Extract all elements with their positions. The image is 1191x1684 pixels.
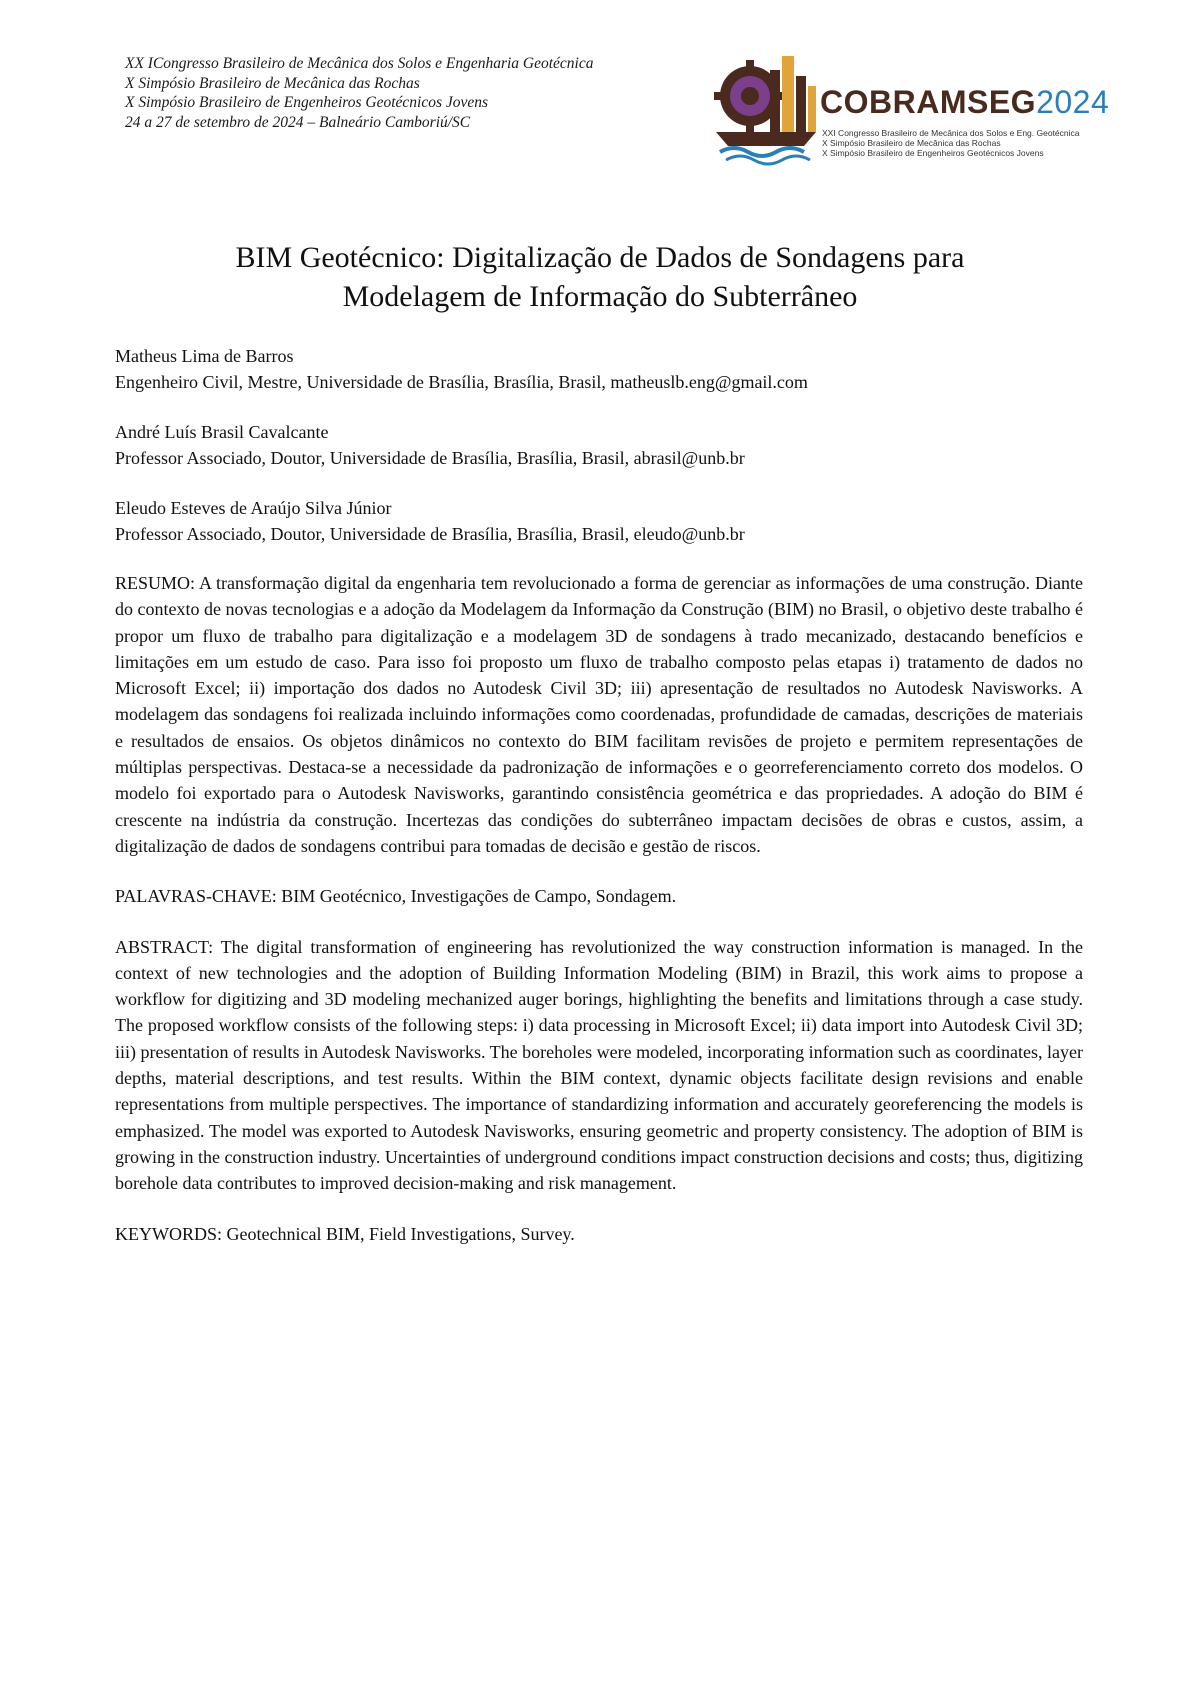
logo-sub-line: X Simpósio Brasileiro de Engenheiros Geotécnicos Jovens [822, 148, 1044, 158]
conference-header [125, 54, 725, 132]
author-affiliation: Engenheiro Civil, Mestre, Universidade de Brasília, Brasília, Brasil, matheuslb.eng@gmail.com [115, 372, 808, 392]
author-affiliation: Professor Associado, Doutor, Universidade de Brasília, Brasília, Brasil, abrasil@unb.br [115, 448, 745, 468]
author-block [115, 495, 1115, 547]
header-line: X Simpósio Brasileiro de Engenheiros Geotécnicos Jovens [125, 94, 489, 111]
palavras-chave-paragraph: PALAVRAS-CHAVE: BIM Geotécnico, Investigações de Campo, Sondagem. [115, 886, 677, 907]
keywords-paragraph: KEYWORDS: Geotechnical BIM, Field Investigations, Survey. [115, 1223, 575, 1244]
author-block [115, 343, 1115, 395]
paper-title [100, 238, 1100, 316]
logo-wordmark [820, 84, 1109, 121]
logo-sub-line: XXI Congresso Brasileiro de Mecânica dos Solos e Eng. Geotécnica [822, 128, 1080, 138]
title-line: BIM Geotécnico: Digitalização de Dados de Sondagens para [235, 241, 965, 274]
author-list [115, 343, 1115, 571]
logo-graphic-icon [712, 48, 822, 166]
logo-name: COBRAMSEG [820, 84, 1037, 120]
resumo-paragraph: RESUMO: A transformação digital da engenharia tem revolucionado a forma de gerenciar as informações de uma construção. Diante do contexto de novas tecnologias e a adoção da Modelagem da Informação da Construção (BIM) no Brasil, o objetivo deste trabalho é propor um fluxo de trabalho para digitalização e a modelagem 3D de sondagens à trado mecanizado, destacando benefícios e limitações em um estudo de caso. Para isso foi proposto um fluxo de trabalho composto pelas etapas i) tratamento de dados no Microsoft Excel; ii) importação dos dados no Autodesk Civil 3D; iii) apresentação de resultados no Autodesk Navisworks. A modelagem das sondagens foi realizada incluindo informações como coordenadas, profundidade de camadas, descrições de materiais e resultados de ensaios. Os objetos dinâmicos no contexto do BIM facilitam revisões de projeto e permitem representações de múltiplas perspectivas. Destaca-se a necessidade da padronização de informações e o georreferenciamento correto dos modelos. O modelo foi exportado para o Autodesk Navisworks, garantindo consistência geométrica e das propriedades. A adoção do BIM é crescente na indústria da construção. Incertezas das condições do subterrâneo impactam decisões de obras e custos, assim, a digitalização de dados de sondagens contribui para tomadas de decisão e gestão de riscos. [115, 573, 1083, 856]
header-line: X Simpósio Brasileiro de Mecânica das Rochas [125, 74, 420, 92]
author-name: Eleudo Esteves de Araújo Silva Júnior [115, 498, 392, 518]
paper-body [115, 570, 1083, 1247]
title-line: Modelagem de Informação do Subterrâneo [342, 280, 858, 313]
logo-year: 2024 [1036, 84, 1110, 120]
author-block [115, 419, 1115, 471]
abstract-paragraph: ABSTRACT: The digital transformation of engineering has revolutionized the way construction information is managed. In the context of new technologies and the adoption of Building Information Modeling (BIM) in Brazil, this work aims to propose a workflow for digitizing and 3D modeling mechanized auger borings, highlighting the benefits and limitations through a case study. The proposed workflow consists of the following steps: i) data processing in Microsoft Excel; ii) data import into Autodesk Civil 3D; iii) presentation of results in Autodesk Navisworks. The boreholes were modeled, incorporating information such as coordinates, layer depths, material descriptions, and test results. Within the BIM context, dynamic objects facilitate design revisions and enable representations from multiple perspectives. The importance of standardizing information and accurately georeferencing the models is emphasized. The model was exported to Autodesk Navisworks, ensuring geometric and property consistency. The adoption of BIM is growing in the construction industry. Uncertainties of underground conditions impact construction decisions and costs; thus, digitizing borehole data contributes to improved decision-making and risk management. [115, 936, 1083, 1194]
author-name: André Luís Brasil Cavalcante [115, 422, 329, 442]
cobramseg-logo [712, 48, 1122, 166]
header-line: 24 a 27 de setembro de 2024 – Balneário Camboriú/SC [125, 113, 471, 131]
author-affiliation: Professor Associado, Doutor, Universidade de Brasília, Brasília, Brasil, eleudo@unb.br [115, 524, 745, 544]
logo-sub-line: X Simpósio Brasileiro de Mecânica das Rochas [822, 138, 1001, 148]
header-line: XX ICongresso Brasileiro de Mecânica dos Solos e Engenharia Geotécnica [125, 55, 594, 72]
logo-subtitle [822, 128, 1080, 158]
author-name: Matheus Lima de Barros [115, 346, 294, 366]
